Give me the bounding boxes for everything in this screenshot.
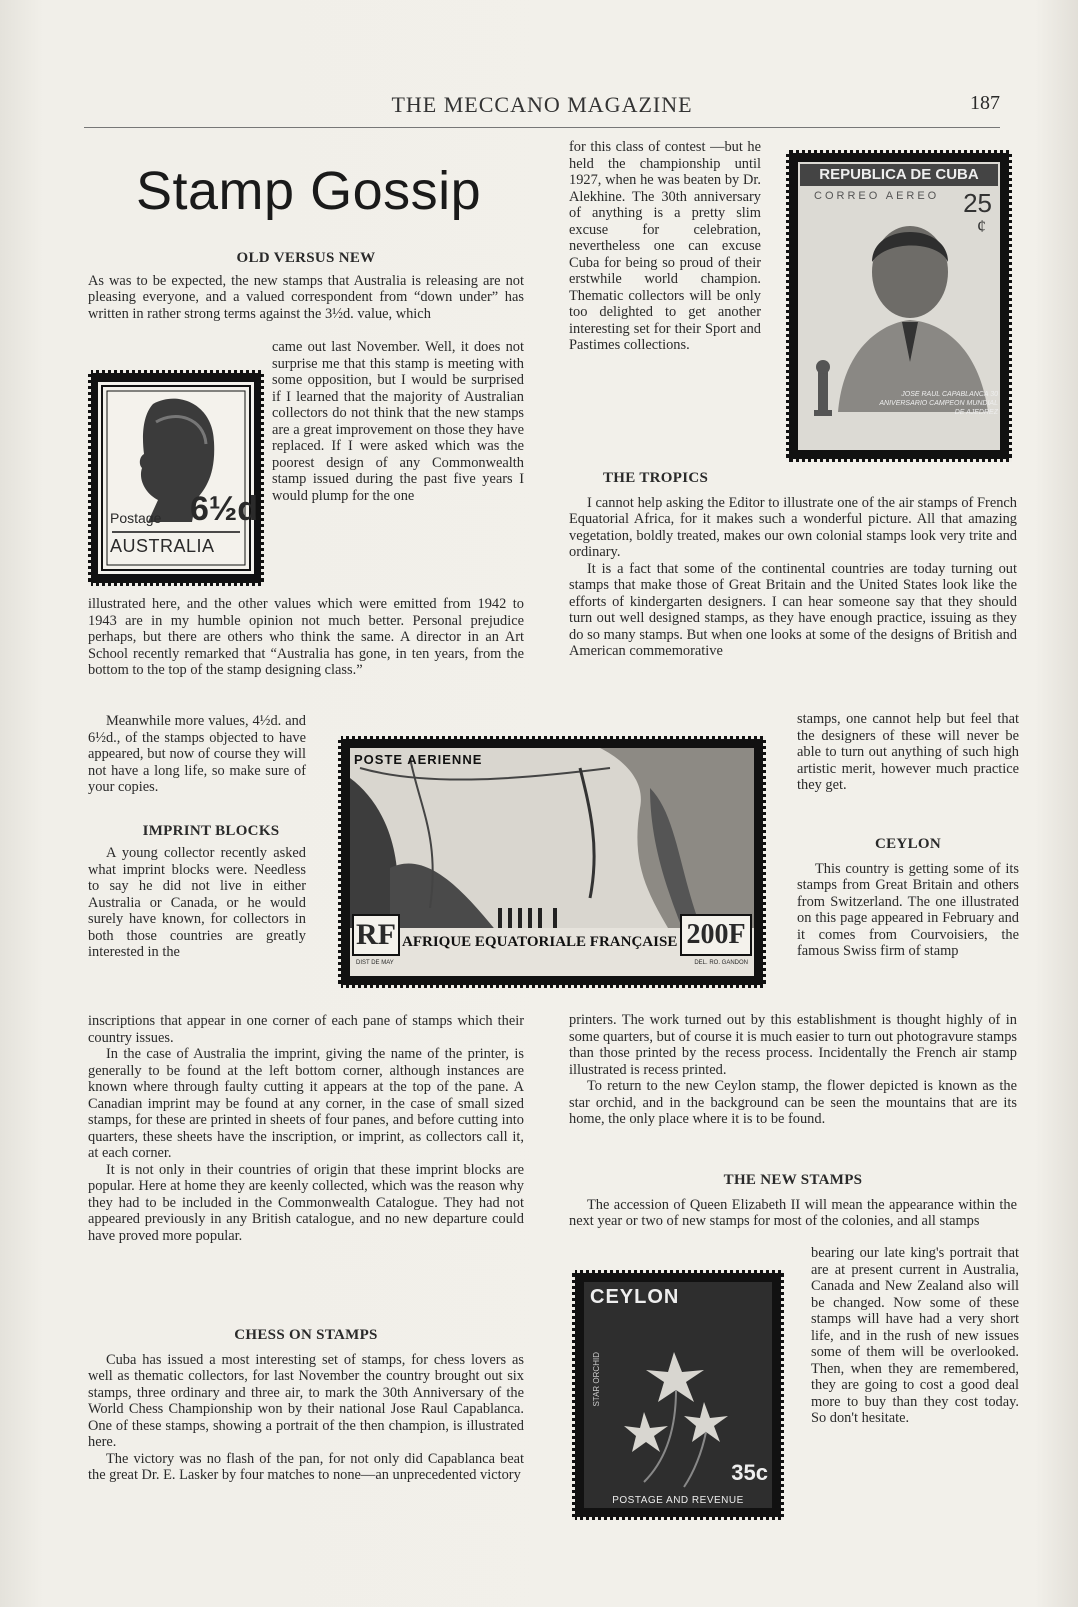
- stamp-top-text: CORREO AEREO: [814, 190, 940, 202]
- stamp-country: AUSTRALIA: [110, 536, 215, 556]
- article-title: Stamp Gossip: [136, 161, 482, 221]
- section-imprint-p1: [88, 845, 306, 961]
- section-new-stamps: [569, 1172, 1017, 1230]
- stamp-postage-label: Postage: [110, 510, 162, 526]
- paragraph: printers. The work turned out by this establishment is thought highly of in some quarters, but of course it is much easier to turn out photogravure stamps than those printed by the recess process. Incidentally the French air stamp illustrated is recess printed.: [569, 1012, 1017, 1078]
- paragraph: It is a fact that some of the continental countries are today turning out stamps that make those of Great Britain and the United States look like the efforts of kindergarten designers. I can hear someone say that they should turn out well designed stamps, as they have enough practice, issuing as they do so many stamps. But when one looks at some of the designs of British and American commemorative: [569, 560, 1017, 659]
- page-header: [84, 92, 1000, 122]
- stamp-face: [798, 162, 1000, 450]
- paragraph: The victory was no flash of the pan, for not only did Capablanca beat the great Dr. E. Lasker by four matches to none—an unprecedented victory: [88, 1450, 524, 1483]
- section-imprint-blocks: [112, 823, 310, 840]
- stamp-face: [98, 382, 259, 574]
- section-heading: IMPRINT BLOCKS: [142, 823, 280, 839]
- stamp-rf-mark: RF: [352, 914, 400, 956]
- section-chess-cont: [569, 139, 761, 354]
- stamp-engraver-text: DEL. RO. GANDON: [694, 960, 748, 966]
- paragraph: In the case of Australia the imprint, giving the name of the printer, is generally to be found at the left bottom corner, although instances are known where through faulty cutting it appears at the top of the pane. A Canadian imprint may be found at any corner, in the case of small sized stamps, for these are printed in sheets of four panes, and before cutting into quarters, these sheets have the inscription, or imprint, as collectors call it, at each corner.: [88, 1046, 524, 1161]
- section-ceylon: [797, 836, 1019, 960]
- paragraph: It is not only in their countries of origin that these imprint blocks are popular. Here at home they are keenly collected, which was the reason why they had to be included in the Commonwealth Catalogue. They had not appeared previously in any British catalogue, and no new departure could have proved more popular.: [88, 1161, 524, 1244]
- stamp-top-text: POSTE AERIENNE: [354, 752, 483, 767]
- paragraph: illustrated here, and the other values which were emitted from 1942 to 1943 are in my humble opinion not much better. Personal prejudice perhaps, but there are others who think the same. A director in an Art School recently remarked that “Australia has gone, in ten years, from the bottom to the top of the stamp designing class.”: [88, 596, 524, 678]
- section-old-versus-new-wrap: [272, 339, 524, 504]
- paragraph: inscriptions that appear in one corner of each pane of stamps which their country issues.: [88, 1013, 524, 1046]
- australia-stamp-image: [88, 370, 264, 586]
- stamp-value: 6½d: [190, 490, 259, 528]
- section-chess: [88, 1327, 524, 1484]
- stamp-currency: ¢: [977, 216, 986, 236]
- paragraph: A young collector recently asked what imprint blocks were. Needless to say he did not live in either Australia or Canada, or he would surely have known, for collectors in both those countries are greatly interested in the: [88, 845, 306, 960]
- stamp-country: AFRIQUE EQUATORIALE FRANÇAISE: [402, 934, 678, 950]
- french-equatorial-africa-stamp-image: [338, 736, 766, 988]
- section-old-versus-new: [88, 250, 524, 322]
- section-old-versus-new-p2: [88, 713, 306, 796]
- section-tropics-cont: [797, 711, 1019, 794]
- stamp-country: CEYLON: [590, 1286, 680, 1308]
- stamp-face: [584, 1282, 772, 1508]
- page-number: 187: [970, 92, 1000, 114]
- stamp-side-text: STAR ORCHID: [592, 1352, 601, 1407]
- stamp-designer-text: DIST DE MAY: [356, 960, 394, 966]
- stamp-value: 35c: [731, 1460, 768, 1485]
- section-heading: OLD VERSUS NEW: [236, 250, 376, 266]
- section-old-versus-new-cont: [88, 596, 524, 679]
- stamp-country: REPUBLICA DE CUBA: [800, 164, 998, 186]
- section-new-stamps-cont: [811, 1245, 1019, 1427]
- magazine-title: THE MECCANO MAGAZINE: [391, 92, 693, 117]
- paragraph: came out last November. Well, it does not surprise me that this stamp is meeting with some opposition, but I would be surprised if I learned that the majority of Australian collectors do not think that the new stamps are a great improvement on those they have replaced. If I were asked which was the poorest design of any Commonwealth stamp issued during the past five years I would plump for the one: [272, 339, 524, 504]
- section-ceylon-cont: [569, 1012, 1017, 1128]
- paragraph: Meanwhile more values, 4½d. and 6½d., of the stamps objected to have appeared, but now of course they will not have a long life, so make sure of your copies.: [88, 713, 306, 795]
- stamp-bottom-text: POSTAGE AND REVENUE: [612, 1495, 744, 1506]
- paragraph: To return to the new Ceylon stamp, the flower depicted is known as the star orchid, and in the background can be seen the mountains that are its home, the only place where it is to be found.: [569, 1078, 1017, 1127]
- paragraph: As was to be expected, the new stamps that Australia is releasing are not pleasing everyone, and a valued correspondent from “down under” has written in rather strong terms against the 3½d. value, which: [88, 272, 524, 322]
- paragraph: I cannot help asking the Editor to illustrate one of the air stamps of French Equatorial Africa, for it makes such a wonderful picture. All that amazing vegetation, boldly treated, makes our own colonial stamps look very trite and ordinary.: [569, 494, 1017, 560]
- paragraph: This country is getting some of its stamps from Great Britain and others from Switzerland. The one illustrated on this page appeared in February and it comes from Courvoisiers, the famous Swiss firm of stamp: [797, 860, 1019, 959]
- section-tropics: [569, 470, 1017, 660]
- stamp-value: 200F: [680, 914, 752, 956]
- header-rule: [84, 127, 1000, 128]
- cuba-stamp-image: [786, 150, 1012, 462]
- stamp-caption: JOSE RAUL CAPABLANCA 30 ANIVERSARIO CAMPEON MUNDIAL DE AJEDREZ: [879, 391, 998, 416]
- paragraph: bearing our late king's portrait that are at present current in Australia, Canada and New Zealand also will be changed. Now some of these stamps will have had a very short life, and in the rush of new issues some of them will be overlooked. Then, when they are remembered, they are going to cost a good deal more to buy than they cost today. So don't hesitate.: [811, 1245, 1019, 1426]
- section-heading: CHESS ON STAMPS: [234, 1327, 378, 1343]
- section-heading: THE TROPICS: [603, 470, 709, 486]
- section-heading: THE NEW STAMPS: [723, 1172, 863, 1188]
- stamp-face: [350, 748, 754, 976]
- paragraph: The accession of Queen Elizabeth II will mean the appearance within the next year or two of new stamps for most of the colonies, and all stamps: [569, 1196, 1017, 1229]
- paragraph: Cuba has issued a most interesting set of stamps, for chess lovers as well as thematic collectors, for last November the country brought out six stamps, three ordinary and three air, to mark the 30th Anniversary of the World Chess Championship won by their national Jose Raul Capablanca. One of these stamps, showing a portrait of the then champion, is illustrated here.: [88, 1351, 524, 1450]
- section-heading: CEYLON: [875, 836, 941, 852]
- ceylon-stamp-image: [572, 1270, 784, 1520]
- section-imprint-cont: [88, 1013, 524, 1244]
- paragraph: for this class of contest —but he held the championship until 1927, when he was beaten by Dr. Alekhine. The 30th anniversary of anything is a pretty slim excuse for celebration, nevertheless one can excuse Cuba for being so proud of their erstwhile world champion. Thematic collectors will be only too delighted to get another interesting set for their Sport and Pastimes collections.: [569, 139, 761, 353]
- stamp-value: 25: [963, 188, 992, 218]
- paragraph: stamps, one cannot help but feel that the designers of these will never be able to turn out anything of such high artistic merit, however much practice they get.: [797, 711, 1019, 793]
